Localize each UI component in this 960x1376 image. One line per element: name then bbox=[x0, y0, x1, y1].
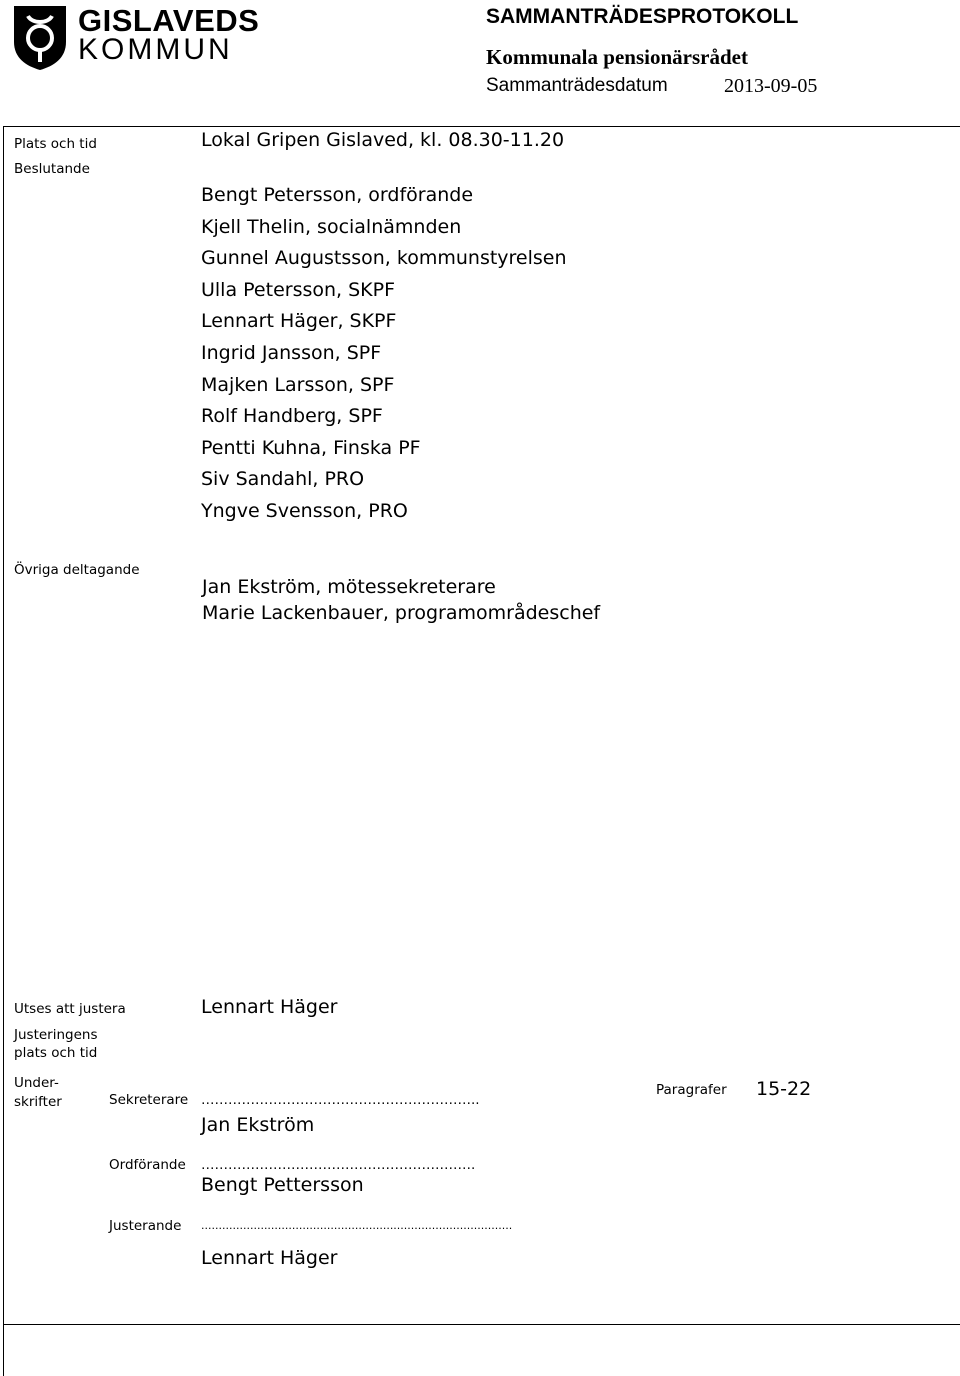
participant-name: Marie Lackenbauer, programområdeschef bbox=[202, 602, 601, 624]
member-name: Pentti Kuhna, Finska PF bbox=[201, 436, 421, 459]
member-name: Ulla Petersson, SKPF bbox=[201, 278, 396, 301]
frame-left-rule bbox=[3, 126, 4, 1376]
signatures-label-line2: skrifter bbox=[14, 1094, 62, 1110]
paragraphs-value: 15-22 bbox=[756, 1078, 812, 1100]
member-name: Yngve Svensson, PRO bbox=[201, 499, 408, 522]
brand-name: GISLAVEDS bbox=[78, 3, 260, 38]
chair-name: Bengt Pettersson bbox=[201, 1174, 364, 1196]
adjuster-signature-label: Justerande bbox=[109, 1218, 182, 1234]
other-participants-list bbox=[202, 574, 600, 626]
decision-makers-label: Beslutande bbox=[14, 161, 90, 177]
meeting-date-label: Sammanträdesdatum bbox=[486, 75, 668, 96]
adjuster-signature-name: Lennart Häger bbox=[201, 1247, 338, 1269]
member-name: Lennart Häger, SKPF bbox=[201, 310, 397, 333]
brand-subname: KOMMUN bbox=[78, 33, 233, 66]
adjustment-place-label-line1: Justeringens bbox=[14, 1027, 98, 1043]
other-participants-label: Övriga deltagande bbox=[14, 562, 140, 578]
adjuster-label: Utses att justera bbox=[14, 1001, 126, 1017]
participant-name: Jan Ekström, mötessekreterare bbox=[202, 576, 496, 598]
chair-signature-line: ……………………………………………………. bbox=[201, 1157, 476, 1173]
document-title: SAMMANTRÄDESPROTOKOLL bbox=[486, 5, 799, 28]
adjuster-signature-line: ......................................................................................... bbox=[201, 1219, 513, 1232]
member-name: Ingrid Jansson, SPF bbox=[201, 341, 382, 364]
decision-makers-list bbox=[201, 180, 567, 528]
member-name: Bengt Petersson, ordförande bbox=[201, 184, 474, 206]
secretary-label: Sekreterare bbox=[109, 1092, 189, 1108]
secretary-name: Jan Ekström bbox=[201, 1114, 315, 1136]
meeting-date-value: 2013-09-05 bbox=[724, 75, 818, 97]
member-name: Kjell Thelin, socialnämnden bbox=[201, 215, 462, 238]
paragraphs-label: Paragrafer bbox=[656, 1082, 727, 1098]
committee-name: Kommunala pensionärsrådet bbox=[486, 45, 748, 69]
secretary-signature-line: …………………………………………………….. bbox=[201, 1092, 480, 1108]
signatures-label-line1: Under- bbox=[14, 1075, 59, 1091]
adjustment-place-label-line2: plats och tid bbox=[14, 1045, 98, 1061]
place-time-value: Lokal Gripen Gislaved, kl. 08.30-11.20 bbox=[201, 129, 565, 151]
member-name: Gunnel Augustsson, kommunstyrelsen bbox=[201, 247, 567, 270]
member-name: Majken Larsson, SPF bbox=[201, 373, 395, 396]
place-time-label: Plats och tid bbox=[14, 136, 97, 152]
member-name: Rolf Handberg, SPF bbox=[201, 405, 383, 428]
chair-label: Ordförande bbox=[109, 1157, 186, 1173]
member-name: Siv Sandahl, PRO bbox=[201, 468, 365, 491]
adjuster-value: Lennart Häger bbox=[201, 996, 338, 1018]
gislaved-crest-icon bbox=[10, 2, 70, 72]
frame-bottom-rule bbox=[3, 1324, 960, 1325]
